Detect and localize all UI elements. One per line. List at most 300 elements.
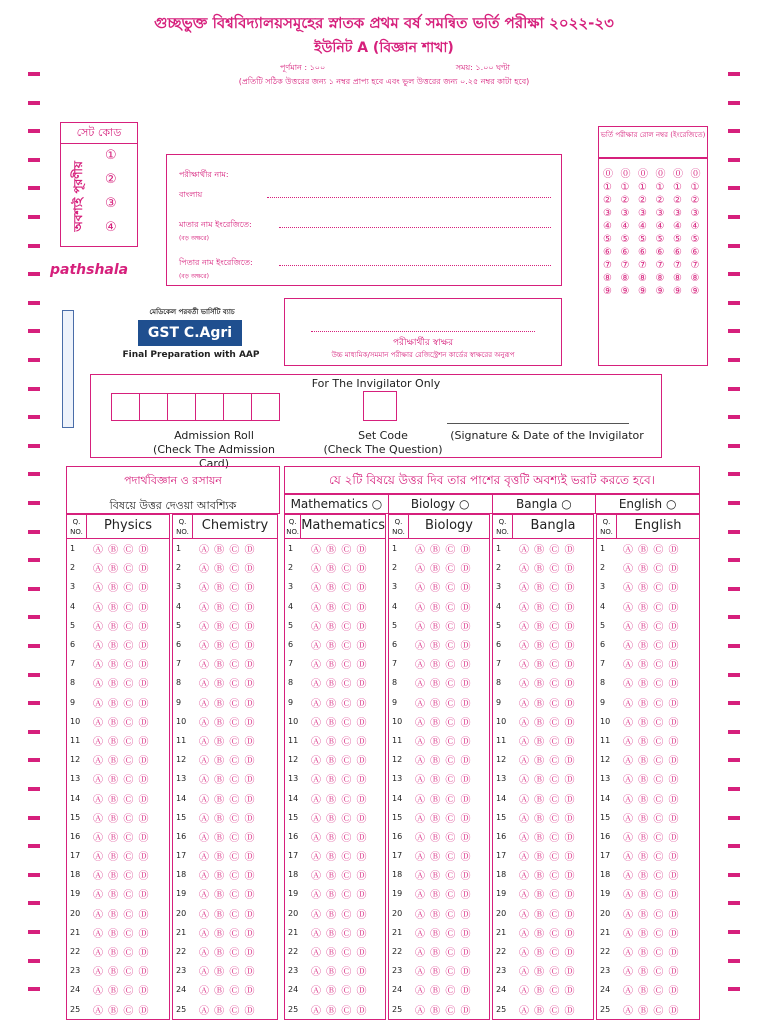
roll-bubble[interactable]: ⑨: [673, 286, 682, 297]
answer-bubbles[interactable]: Ⓐ Ⓑ Ⓒ Ⓓ: [93, 871, 150, 883]
answer-bubbles[interactable]: Ⓐ Ⓑ Ⓒ Ⓓ: [415, 871, 472, 883]
answer-bubbles[interactable]: Ⓐ Ⓑ Ⓒ Ⓓ: [519, 813, 576, 825]
answer-bubbles[interactable]: Ⓐ Ⓑ Ⓒ Ⓓ: [519, 756, 576, 768]
answer-bubbles[interactable]: Ⓐ Ⓑ Ⓒ Ⓓ: [311, 871, 368, 883]
answer-row: [285, 827, 385, 846]
answer-row: [597, 904, 699, 923]
answer-bubbles[interactable]: Ⓐ Ⓑ Ⓒ Ⓓ: [519, 564, 576, 576]
answer-bubbles[interactable]: Ⓐ Ⓑ Ⓒ Ⓓ: [199, 775, 256, 787]
roll-bubble[interactable]: ①: [638, 182, 647, 193]
answer-bubbles[interactable]: Ⓐ Ⓑ Ⓒ Ⓓ: [623, 717, 680, 729]
answer-bubbles[interactable]: Ⓐ Ⓑ Ⓒ Ⓓ: [93, 1005, 150, 1017]
answer-bubbles[interactable]: Ⓐ Ⓑ Ⓒ Ⓓ: [311, 986, 368, 998]
timing-mark: [28, 244, 40, 248]
answer-bubbles[interactable]: Ⓐ Ⓑ Ⓒ Ⓓ: [415, 564, 472, 576]
answer-bubbles[interactable]: Ⓐ Ⓑ Ⓒ Ⓓ: [199, 583, 256, 595]
question-number: 7: [392, 659, 398, 669]
answer-bubbles[interactable]: Ⓐ Ⓑ Ⓒ Ⓓ: [93, 736, 150, 748]
answer-bubbles[interactable]: Ⓐ Ⓑ Ⓒ Ⓓ: [311, 621, 368, 633]
roll-bubble[interactable]: ④: [673, 221, 682, 232]
set-code-option-4[interactable]: ④: [105, 220, 117, 235]
full-marks: পূর্ণমান : ১০০: [280, 63, 326, 72]
timing-mark: [28, 758, 40, 762]
answer-bubbles[interactable]: Ⓐ Ⓑ Ⓒ Ⓓ: [415, 948, 472, 960]
answer-bubbles[interactable]: Ⓐ Ⓑ Ⓒ Ⓓ: [623, 909, 680, 921]
answer-bubbles[interactable]: Ⓐ Ⓑ Ⓒ Ⓓ: [93, 852, 150, 864]
answer-bubbles[interactable]: Ⓐ Ⓑ Ⓒ Ⓓ: [415, 813, 472, 825]
question-number: 19: [288, 889, 299, 899]
question-number: 5: [288, 620, 294, 630]
answer-bubbles[interactable]: Ⓐ Ⓑ Ⓒ Ⓓ: [519, 1005, 576, 1017]
question-number: 19: [176, 889, 187, 899]
answer-bubbles[interactable]: Ⓐ Ⓑ Ⓒ Ⓓ: [199, 928, 256, 940]
set-code-option-3[interactable]: ③: [105, 196, 117, 211]
answer-bubbles[interactable]: Ⓐ Ⓑ Ⓒ Ⓓ: [93, 564, 150, 576]
answer-bubbles[interactable]: Ⓐ Ⓑ Ⓒ Ⓓ: [623, 621, 680, 633]
answer-bubbles[interactable]: Ⓐ Ⓑ Ⓒ Ⓓ: [519, 832, 576, 844]
answer-bubbles[interactable]: Ⓐ Ⓑ Ⓒ Ⓓ: [93, 679, 150, 691]
answer-bubbles[interactable]: Ⓐ Ⓑ Ⓒ Ⓓ: [311, 794, 368, 806]
answer-bubbles[interactable]: Ⓐ Ⓑ Ⓒ Ⓓ: [415, 890, 472, 902]
timing-mark: [728, 587, 740, 591]
roll-bubble[interactable]: ①: [620, 182, 630, 193]
roll-bubble[interactable]: ①: [690, 182, 700, 193]
answer-bubbles[interactable]: Ⓐ Ⓑ Ⓒ Ⓓ: [311, 1005, 368, 1017]
answer-bubbles[interactable]: Ⓐ Ⓑ Ⓒ Ⓓ: [519, 717, 576, 729]
answer-row: [173, 827, 277, 846]
answer-bubbles[interactable]: Ⓐ Ⓑ Ⓒ Ⓓ: [93, 698, 150, 710]
answer-row: [173, 654, 277, 673]
answer-bubbles[interactable]: Ⓐ Ⓑ Ⓒ Ⓓ: [623, 948, 680, 960]
answer-row: [285, 539, 385, 558]
answer-bubbles[interactable]: Ⓐ Ⓑ Ⓒ Ⓓ: [519, 967, 576, 979]
answer-row: [597, 808, 699, 827]
answer-bubbles[interactable]: Ⓐ Ⓑ Ⓒ Ⓓ: [519, 660, 576, 672]
father-label: পিতার নাম ইংরেজিতে:: [179, 258, 253, 267]
answer-bubbles[interactable]: Ⓐ Ⓑ Ⓒ Ⓓ: [415, 717, 472, 729]
roll-bubble[interactable]: ⑥: [690, 247, 700, 258]
roll-bubble[interactable]: ③: [638, 208, 647, 219]
answer-bubbles[interactable]: Ⓐ Ⓑ Ⓒ Ⓓ: [623, 928, 680, 940]
answer-bubbles[interactable]: Ⓐ Ⓑ Ⓒ Ⓓ: [623, 736, 680, 748]
question-number: 5: [70, 620, 76, 630]
answer-bubbles[interactable]: Ⓐ Ⓑ Ⓒ Ⓓ: [311, 564, 368, 576]
answer-bubbles[interactable]: Ⓐ Ⓑ Ⓒ Ⓓ: [311, 967, 368, 979]
answer-bubbles[interactable]: Ⓐ Ⓑ Ⓒ Ⓓ: [199, 756, 256, 768]
roll-bubble[interactable]: ⑤: [655, 234, 665, 245]
answer-bubbles[interactable]: Ⓐ Ⓑ Ⓒ Ⓓ: [199, 698, 256, 710]
roll-bubble[interactable]: ⑧: [620, 273, 630, 284]
answer-bubbles[interactable]: Ⓐ Ⓑ Ⓒ Ⓓ: [199, 986, 256, 998]
roll-bubble[interactable]: ③: [655, 208, 665, 219]
answer-bubbles[interactable]: Ⓐ Ⓑ Ⓒ Ⓓ: [199, 679, 256, 691]
answer-bubbles[interactable]: Ⓐ Ⓑ Ⓒ Ⓓ: [415, 660, 472, 672]
answer-bubbles[interactable]: Ⓐ Ⓑ Ⓒ Ⓓ: [199, 1005, 256, 1017]
choice-mathematics[interactable]: Mathematics ○: [285, 495, 389, 513]
set-code-cell[interactable]: [363, 391, 397, 421]
answer-bubbles[interactable]: Ⓐ Ⓑ Ⓒ Ⓓ: [199, 621, 256, 633]
answer-row: [285, 731, 385, 750]
roll-bubble[interactable]: ④: [690, 221, 700, 232]
answer-bubbles[interactable]: Ⓐ Ⓑ Ⓒ Ⓓ: [311, 717, 368, 729]
answer-bubbles[interactable]: Ⓐ Ⓑ Ⓒ Ⓓ: [199, 948, 256, 960]
signature-field[interactable]: [311, 331, 535, 332]
answer-bubbles[interactable]: Ⓐ Ⓑ Ⓒ Ⓓ: [311, 948, 368, 960]
roll-bubble[interactable]: ③: [690, 208, 700, 219]
answer-row: [597, 654, 699, 673]
roll-bubble[interactable]: ⑧: [673, 273, 682, 284]
answer-bubbles[interactable]: Ⓐ Ⓑ Ⓒ Ⓓ: [519, 928, 576, 940]
roll-bubble[interactable]: ⑧: [638, 273, 647, 284]
answer-bubbles[interactable]: Ⓐ Ⓑ Ⓒ Ⓓ: [311, 679, 368, 691]
question-number: 2: [176, 563, 182, 573]
answer-bubbles[interactable]: Ⓐ Ⓑ Ⓒ Ⓓ: [519, 698, 576, 710]
answer-bubbles[interactable]: Ⓐ Ⓑ Ⓒ Ⓓ: [311, 736, 368, 748]
answer-bubbles[interactable]: Ⓐ Ⓑ Ⓒ Ⓓ: [199, 660, 256, 672]
answer-bubbles[interactable]: Ⓐ Ⓑ Ⓒ Ⓓ: [623, 641, 680, 653]
roll-bubble[interactable]: ⑤: [603, 234, 612, 245]
question-number: 11: [288, 735, 299, 745]
answer-row: [597, 961, 699, 980]
answer-bubbles[interactable]: Ⓐ Ⓑ Ⓒ Ⓓ: [415, 986, 472, 998]
answer-bubbles[interactable]: Ⓐ Ⓑ Ⓒ Ⓓ: [519, 852, 576, 864]
roll-bubble[interactable]: ⑥: [620, 247, 630, 258]
question-number: 2: [496, 563, 502, 573]
answer-bubbles[interactable]: Ⓐ Ⓑ Ⓒ Ⓓ: [519, 679, 576, 691]
roll-bubble[interactable]: ⑥: [603, 247, 612, 258]
answer-bubbles[interactable]: Ⓐ Ⓑ Ⓒ Ⓓ: [415, 909, 472, 921]
roll-bubble[interactable]: ⑦: [655, 260, 665, 271]
answer-bubbles[interactable]: Ⓐ Ⓑ Ⓒ Ⓓ: [93, 967, 150, 979]
roll-bubble[interactable]: ⑤: [638, 234, 647, 245]
roll-label: ভর্তি পরীক্ষার রোল নম্বর (ইংরেজিতে): [598, 126, 708, 158]
answer-bubbles[interactable]: Ⓐ Ⓑ Ⓒ Ⓓ: [415, 602, 472, 614]
answer-bubbles[interactable]: Ⓐ Ⓑ Ⓒ Ⓓ: [415, 583, 472, 595]
roll-bubble[interactable]: ①: [655, 182, 665, 193]
answer-bubbles[interactable]: Ⓐ Ⓑ Ⓒ Ⓓ: [519, 736, 576, 748]
question-number: 23: [392, 966, 403, 976]
answer-bubbles[interactable]: Ⓐ Ⓑ Ⓒ Ⓓ: [93, 583, 150, 595]
answer-bubbles[interactable]: Ⓐ Ⓑ Ⓒ Ⓓ: [199, 564, 256, 576]
roll-bubble[interactable]: ⑥: [655, 247, 665, 258]
answer-bubbles[interactable]: Ⓐ Ⓑ Ⓒ Ⓓ: [415, 852, 472, 864]
answer-bubbles[interactable]: Ⓐ Ⓑ Ⓒ Ⓓ: [415, 679, 472, 691]
roll-bubble[interactable]: ⓪: [603, 169, 613, 180]
answer-bubbles[interactable]: Ⓐ Ⓑ Ⓒ Ⓓ: [311, 660, 368, 672]
answer-bubbles[interactable]: Ⓐ Ⓑ Ⓒ Ⓓ: [623, 660, 680, 672]
answer-row: [285, 597, 385, 616]
answer-bubbles[interactable]: Ⓐ Ⓑ Ⓒ Ⓓ: [415, 756, 472, 768]
roll-digit-column[interactable]: [638, 165, 648, 297]
answer-bubbles[interactable]: Ⓐ Ⓑ Ⓒ Ⓓ: [623, 871, 680, 883]
roll-digit-column[interactable]: [691, 165, 701, 297]
answer-bubbles[interactable]: Ⓐ Ⓑ Ⓒ Ⓓ: [519, 775, 576, 787]
answer-row: [493, 693, 593, 712]
answer-bubbles[interactable]: Ⓐ Ⓑ Ⓒ Ⓓ: [415, 1005, 472, 1017]
question-number: 13: [392, 774, 403, 784]
roll-bubble[interactable]: ②: [603, 195, 612, 206]
answer-row: [173, 597, 277, 616]
question-number: 10: [70, 716, 81, 726]
roll-bubble[interactable]: ①: [673, 182, 682, 193]
answer-bubbles[interactable]: Ⓐ Ⓑ Ⓒ Ⓓ: [93, 909, 150, 921]
answer-bubbles[interactable]: Ⓐ Ⓑ Ⓒ Ⓓ: [93, 928, 150, 940]
roll-bubble[interactable]: ④: [638, 221, 647, 232]
roll-bubble[interactable]: ④: [603, 221, 612, 232]
answer-row: [67, 769, 169, 788]
answer-row: [173, 942, 277, 961]
answer-bubbles[interactable]: Ⓐ Ⓑ Ⓒ Ⓓ: [415, 641, 472, 653]
answer-bubbles[interactable]: Ⓐ Ⓑ Ⓒ Ⓓ: [415, 832, 472, 844]
answer-bubbles[interactable]: Ⓐ Ⓑ Ⓒ Ⓓ: [415, 545, 472, 557]
father-field[interactable]: [279, 265, 551, 266]
answer-bubbles[interactable]: Ⓐ Ⓑ Ⓒ Ⓓ: [519, 909, 576, 921]
answer-bubbles[interactable]: Ⓐ Ⓑ Ⓒ Ⓓ: [199, 813, 256, 825]
answer-row: [389, 693, 489, 712]
answer-bubbles[interactable]: Ⓐ Ⓑ Ⓒ Ⓓ: [199, 794, 256, 806]
roll-bubble[interactable]: ①: [603, 182, 612, 193]
roll-bubble[interactable]: ②: [673, 195, 682, 206]
roll-bubble[interactable]: ⑨: [603, 286, 612, 297]
question-number: 22: [288, 947, 299, 957]
set-code-option-1[interactable]: ①: [105, 148, 117, 163]
question-number: 14: [288, 793, 299, 803]
answer-bubbles[interactable]: Ⓐ Ⓑ Ⓒ Ⓓ: [519, 545, 576, 557]
timing-mark: [28, 501, 40, 505]
answer-bubbles[interactable]: Ⓐ Ⓑ Ⓒ Ⓓ: [311, 583, 368, 595]
timing-mark: [728, 101, 740, 105]
answer-bubbles[interactable]: Ⓐ Ⓑ Ⓒ Ⓓ: [93, 641, 150, 653]
roll-bubble[interactable]: ⑥: [673, 247, 682, 258]
answer-row: [597, 942, 699, 961]
roll-bubble[interactable]: ⑨: [638, 286, 647, 297]
answer-bubbles[interactable]: Ⓐ Ⓑ Ⓒ Ⓓ: [199, 909, 256, 921]
roll-bubble[interactable]: ②: [690, 195, 700, 206]
roll-bubble[interactable]: ⑨: [620, 286, 630, 297]
roll-bubble[interactable]: ⑦: [620, 260, 630, 271]
answer-bubbles[interactable]: Ⓐ Ⓑ Ⓒ Ⓓ: [199, 602, 256, 614]
answer-bubbles[interactable]: Ⓐ Ⓑ Ⓒ Ⓓ: [623, 852, 680, 864]
answer-bubbles[interactable]: Ⓐ Ⓑ Ⓒ Ⓓ: [623, 564, 680, 576]
roll-bubble[interactable]: ⑥: [638, 247, 647, 258]
answer-bubbles[interactable]: Ⓐ Ⓑ Ⓒ Ⓓ: [623, 794, 680, 806]
answer-bubbles[interactable]: Ⓐ Ⓑ Ⓒ Ⓓ: [519, 871, 576, 883]
answer-bubbles[interactable]: Ⓐ Ⓑ Ⓒ Ⓓ: [415, 928, 472, 940]
answer-bubbles[interactable]: Ⓐ Ⓑ Ⓒ Ⓓ: [199, 967, 256, 979]
answer-bubbles[interactable]: Ⓐ Ⓑ Ⓒ Ⓓ: [623, 679, 680, 691]
answer-bubbles[interactable]: Ⓐ Ⓑ Ⓒ Ⓓ: [199, 641, 256, 653]
answer-bubbles[interactable]: Ⓐ Ⓑ Ⓒ Ⓓ: [519, 641, 576, 653]
answer-bubbles[interactable]: Ⓐ Ⓑ Ⓒ Ⓓ: [93, 813, 150, 825]
roll-digit-column[interactable]: [603, 165, 613, 297]
question-number: 18: [176, 870, 187, 880]
answer-bubbles[interactable]: Ⓐ Ⓑ Ⓒ Ⓓ: [415, 967, 472, 979]
answer-bubbles[interactable]: Ⓐ Ⓑ Ⓒ Ⓓ: [311, 832, 368, 844]
answer-row: [173, 635, 277, 654]
answer-bubbles[interactable]: Ⓐ Ⓑ Ⓒ Ⓓ: [623, 775, 680, 787]
answer-row: [389, 827, 489, 846]
answer-bubbles[interactable]: Ⓐ Ⓑ Ⓒ Ⓓ: [519, 602, 576, 614]
answer-row: [493, 635, 593, 654]
roll-bubble[interactable]: ⑦: [673, 260, 682, 271]
answer-row: [597, 539, 699, 558]
answer-bubbles[interactable]: Ⓐ Ⓑ Ⓒ Ⓓ: [415, 775, 472, 787]
answer-bubbles[interactable]: Ⓐ Ⓑ Ⓒ Ⓓ: [519, 794, 576, 806]
roll-bubble[interactable]: ⑤: [690, 234, 700, 245]
roll-bubble[interactable]: ⑦: [638, 260, 647, 271]
answer-bubbles[interactable]: Ⓐ Ⓑ Ⓒ Ⓓ: [311, 545, 368, 557]
roll-bubble[interactable]: ③: [620, 208, 630, 219]
answer-bubbles[interactable]: Ⓐ Ⓑ Ⓒ Ⓓ: [311, 698, 368, 710]
answer-bubbles[interactable]: Ⓐ Ⓑ Ⓒ Ⓓ: [415, 621, 472, 633]
answer-bubbles[interactable]: Ⓐ Ⓑ Ⓒ Ⓓ: [93, 621, 150, 633]
roll-digit-column[interactable]: [621, 165, 631, 297]
roll-bubble[interactable]: ⓪: [673, 169, 683, 180]
question-number: 18: [496, 870, 507, 880]
answer-bubbles[interactable]: Ⓐ Ⓑ Ⓒ Ⓓ: [415, 794, 472, 806]
question-number: 17: [288, 851, 299, 861]
question-number: 10: [392, 716, 403, 726]
roll-bubble[interactable]: ⑤: [620, 234, 630, 245]
answer-row: [493, 654, 593, 673]
answer-row: [389, 673, 489, 692]
answer-bubbles[interactable]: Ⓐ Ⓑ Ⓒ Ⓓ: [623, 1005, 680, 1017]
admission-roll-cells[interactable]: [111, 393, 279, 421]
question-number: 8: [176, 678, 182, 688]
answer-bubbles[interactable]: Ⓐ Ⓑ Ⓒ Ⓓ: [93, 794, 150, 806]
answer-bubbles[interactable]: Ⓐ Ⓑ Ⓒ Ⓓ: [623, 813, 680, 825]
answer-bubbles[interactable]: Ⓐ Ⓑ Ⓒ Ⓓ: [93, 948, 150, 960]
answer-row: [389, 731, 489, 750]
answer-bubbles[interactable]: Ⓐ Ⓑ Ⓒ Ⓓ: [623, 756, 680, 768]
roll-bubble[interactable]: ⓪: [620, 169, 631, 180]
answer-row: [67, 846, 169, 865]
answer-bubbles[interactable]: Ⓐ Ⓑ Ⓒ Ⓓ: [623, 698, 680, 710]
roll-bubble[interactable]: ②: [620, 195, 630, 206]
question-number: 4: [392, 601, 398, 611]
answer-bubbles[interactable]: Ⓐ Ⓑ Ⓒ Ⓓ: [415, 736, 472, 748]
answer-bubbles[interactable]: Ⓐ Ⓑ Ⓒ Ⓓ: [519, 583, 576, 595]
unit-label: ইউনিট A (বিজ্ঞান শাখা): [314, 40, 454, 56]
answer-bubbles[interactable]: Ⓐ Ⓑ Ⓒ Ⓓ: [199, 852, 256, 864]
answer-bubbles[interactable]: Ⓐ Ⓑ Ⓒ Ⓓ: [623, 583, 680, 595]
roll-bubble[interactable]: ⑧: [655, 273, 665, 284]
choice-biology[interactable]: Biology ○: [389, 495, 493, 513]
answer-bubbles[interactable]: Ⓐ Ⓑ Ⓒ Ⓓ: [93, 545, 150, 557]
answer-bubbles[interactable]: Ⓐ Ⓑ Ⓒ Ⓓ: [311, 756, 368, 768]
signature-label: পরীক্ষার্থীর স্বাক্ষর: [392, 338, 454, 348]
roll-bubble[interactable]: ④: [655, 221, 665, 232]
answer-bubbles[interactable]: Ⓐ Ⓑ Ⓒ Ⓓ: [93, 775, 150, 787]
roll-bubble[interactable]: ⑨: [655, 286, 665, 297]
answer-bubbles[interactable]: Ⓐ Ⓑ Ⓒ Ⓓ: [199, 717, 256, 729]
roll-bubble[interactable]: ⑧: [603, 273, 612, 284]
choice-english[interactable]: English ○: [618, 497, 677, 511]
answer-bubbles[interactable]: Ⓐ Ⓑ Ⓒ Ⓓ: [199, 736, 256, 748]
answer-bubbles[interactable]: Ⓐ Ⓑ Ⓒ Ⓓ: [623, 967, 680, 979]
invigilator-signature-line[interactable]: [447, 423, 629, 424]
answer-bubbles[interactable]: Ⓐ Ⓑ Ⓒ Ⓓ: [519, 621, 576, 633]
answer-bubbles[interactable]: Ⓐ Ⓑ Ⓒ Ⓓ: [199, 890, 256, 902]
roll-bubble[interactable]: ⑨: [690, 286, 700, 297]
roll-bubble[interactable]: ③: [673, 208, 682, 219]
roll-bubble[interactable]: ⑤: [673, 234, 682, 245]
answer-bubbles[interactable]: Ⓐ Ⓑ Ⓒ Ⓓ: [93, 986, 150, 998]
roll-bubble[interactable]: ⑦: [690, 260, 700, 271]
answer-bubbles[interactable]: Ⓐ Ⓑ Ⓒ Ⓓ: [93, 890, 150, 902]
answer-row: [67, 712, 169, 731]
answer-bubbles[interactable]: Ⓐ Ⓑ Ⓒ Ⓓ: [93, 602, 150, 614]
question-number: 9: [288, 697, 294, 707]
timing-mark: [728, 758, 740, 762]
answer-bubbles[interactable]: Ⓐ Ⓑ Ⓒ Ⓓ: [199, 832, 256, 844]
question-number: 8: [600, 678, 606, 688]
roll-bubble[interactable]: ⓪: [655, 169, 666, 180]
roll-bubble[interactable]: ⓪: [638, 169, 648, 180]
roll-digit-column[interactable]: [656, 165, 666, 297]
name-bangla-field[interactable]: [267, 197, 551, 198]
roll-bubble[interactable]: ②: [638, 195, 647, 206]
answer-row: [597, 597, 699, 616]
roll-bubble[interactable]: ②: [655, 195, 665, 206]
answer-bubbles[interactable]: Ⓐ Ⓑ Ⓒ Ⓓ: [199, 871, 256, 883]
answer-bubbles[interactable]: Ⓐ Ⓑ Ⓒ Ⓓ: [311, 890, 368, 902]
set-code-option-2[interactable]: ②: [105, 172, 117, 187]
marking-note: (প্রতিটি সঠিক উত্তরের জন্য ১ নম্বর প্রাপ্য হবে এবং ভুল উত্তরের জন্য ০.২৫ নম্বর কাটা হবে): [238, 77, 530, 86]
roll-bubble-grid[interactable]: [598, 158, 708, 366]
answer-bubbles[interactable]: Ⓐ Ⓑ Ⓒ Ⓓ: [311, 813, 368, 825]
mother-field[interactable]: [279, 227, 551, 228]
choice-bangla[interactable]: Bangla ○: [493, 495, 597, 513]
roll-bubble[interactable]: ⑧: [690, 273, 700, 284]
answer-bubbles[interactable]: Ⓐ Ⓑ Ⓒ Ⓓ: [93, 756, 150, 768]
answer-bubbles[interactable]: Ⓐ Ⓑ Ⓒ Ⓓ: [93, 717, 150, 729]
answer-bubbles[interactable]: Ⓐ Ⓑ Ⓒ Ⓓ: [623, 545, 680, 557]
answer-bubbles[interactable]: Ⓐ Ⓑ Ⓒ Ⓓ: [199, 545, 256, 557]
answer-bubbles[interactable]: Ⓐ Ⓑ Ⓒ Ⓓ: [623, 832, 680, 844]
answer-bubbles[interactable]: Ⓐ Ⓑ Ⓒ Ⓓ: [311, 641, 368, 653]
answer-bubbles[interactable]: Ⓐ Ⓑ Ⓒ Ⓓ: [519, 986, 576, 998]
answer-bubbles[interactable]: Ⓐ Ⓑ Ⓒ Ⓓ: [519, 948, 576, 960]
answer-bubbles[interactable]: Ⓐ Ⓑ Ⓒ Ⓓ: [623, 602, 680, 614]
answer-bubbles[interactable]: Ⓐ Ⓑ Ⓒ Ⓓ: [311, 909, 368, 921]
question-number: 1: [176, 544, 182, 554]
roll-bubble[interactable]: ⑦: [603, 260, 612, 271]
answer-bubbles[interactable]: Ⓐ Ⓑ Ⓒ Ⓓ: [623, 986, 680, 998]
answer-bubbles[interactable]: Ⓐ Ⓑ Ⓒ Ⓓ: [311, 602, 368, 614]
roll-bubble[interactable]: ④: [620, 221, 630, 232]
answer-bubbles[interactable]: Ⓐ Ⓑ Ⓒ Ⓓ: [93, 832, 150, 844]
answer-bubbles[interactable]: Ⓐ Ⓑ Ⓒ Ⓓ: [311, 775, 368, 787]
answer-bubbles[interactable]: Ⓐ Ⓑ Ⓒ Ⓓ: [311, 852, 368, 864]
answer-bubbles[interactable]: Ⓐ Ⓑ Ⓒ Ⓓ: [93, 660, 150, 672]
roll-bubble[interactable]: ⓪: [690, 169, 701, 180]
question-number: 3: [70, 582, 76, 592]
answer-row: [285, 904, 385, 923]
answer-bubbles[interactable]: Ⓐ Ⓑ Ⓒ Ⓓ: [311, 928, 368, 940]
timing-mark: [28, 387, 40, 391]
answer-row: [67, 577, 169, 596]
answer-row: [173, 558, 277, 577]
roll-bubble[interactable]: ③: [603, 208, 612, 219]
answer-bubbles[interactable]: Ⓐ Ⓑ Ⓒ Ⓓ: [623, 890, 680, 902]
answer-bubbles[interactable]: Ⓐ Ⓑ Ⓒ Ⓓ: [519, 890, 576, 902]
question-number: 1: [392, 544, 398, 554]
question-number: 11: [176, 735, 187, 745]
roll-digit-column[interactable]: [673, 165, 683, 297]
answer-bubbles[interactable]: Ⓐ Ⓑ Ⓒ Ⓓ: [415, 698, 472, 710]
question-number: 3: [288, 582, 294, 592]
